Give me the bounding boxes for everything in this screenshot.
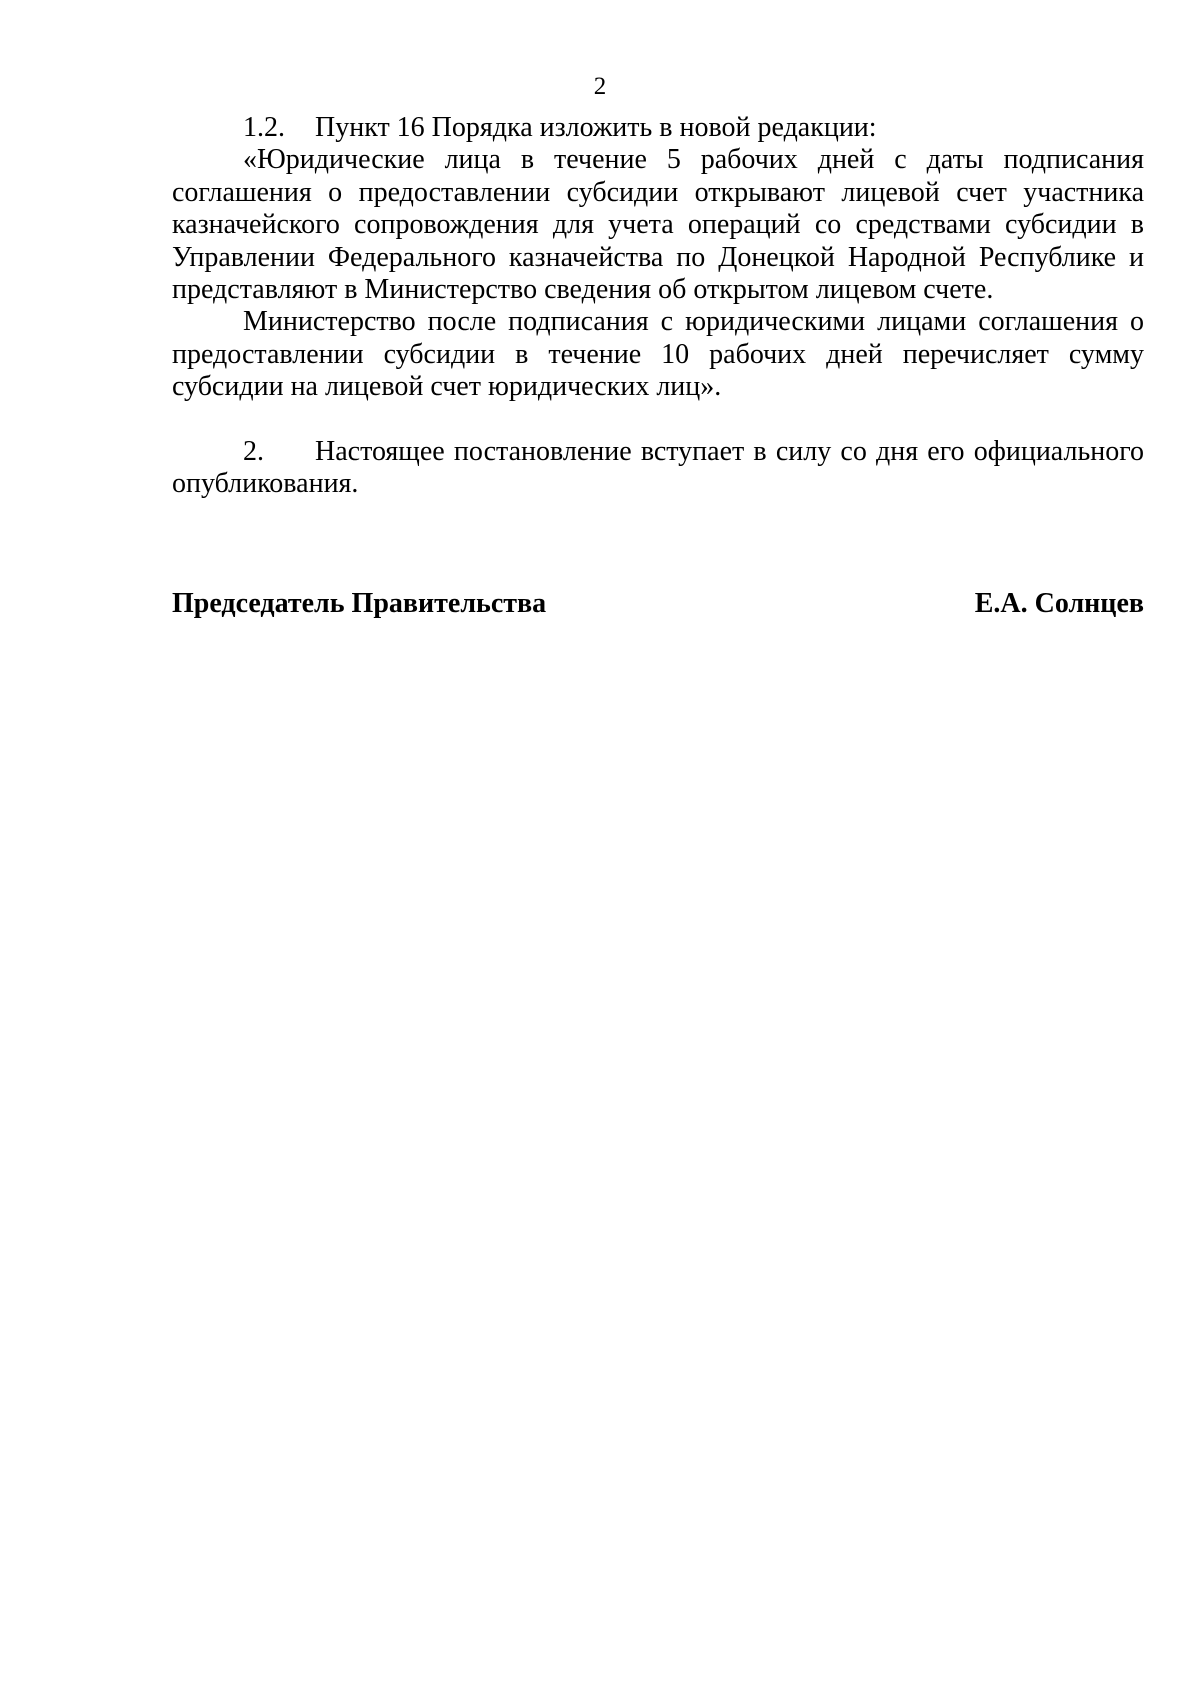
quoted-paragraph-2: Министерство после подписания с юридическими лицами соглашения о предоставлении субсидии в течение 10 рабочих дней перечисляет сумму субсидии на лицевой счет юридических лиц».	[172, 306, 1144, 403]
signatory-position: Председатель Правительства	[172, 588, 547, 619]
quoted-paragraph-1: «Юридические лица в течение 5 рабочих дней с даты подписания соглашения о предоставлении субсидии открывают лицевой счет участника казначейского сопровождения для учета операций со средствами субсидии в Управлении Федерального казначейства по Донецкой Народной Республике и представляют в Министерство сведения об открытом лицевом счете.	[172, 144, 1144, 306]
clause-1-2-number: 1.2.	[243, 112, 285, 143]
clause-2	[172, 436, 1144, 501]
page-number: 2	[593, 73, 607, 100]
clause-2-text: Настоящее постановление вступает в силу со дня его официального опубликования.	[172, 435, 1144, 500]
clause-1-2	[172, 112, 1144, 144]
clause-1-2-text: Пункт 16 Порядка изложить в новой редакции:	[315, 112, 877, 143]
clause-2-number: 2.	[243, 435, 264, 467]
signature-block	[172, 588, 1144, 620]
signatory-name: Е.А. Солнцев	[974, 588, 1144, 619]
paragraph-gap	[172, 404, 1144, 436]
document-body	[172, 112, 1144, 500]
